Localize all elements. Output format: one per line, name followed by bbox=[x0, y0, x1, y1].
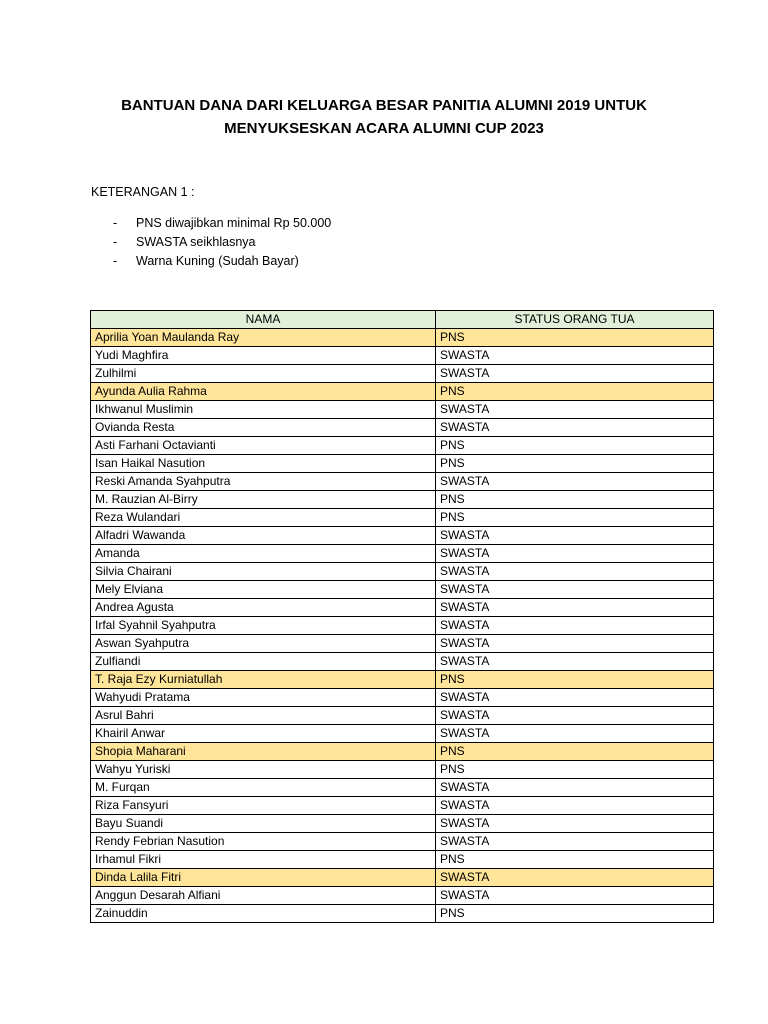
cell-name: Wahyu Yuriski bbox=[91, 761, 436, 779]
cell-status: PNS bbox=[436, 851, 714, 869]
cell-name: Ovianda Resta bbox=[91, 419, 436, 437]
table-row bbox=[91, 401, 714, 419]
cell-status: SWASTA bbox=[436, 707, 714, 725]
table-row bbox=[91, 419, 714, 437]
note-text: Warna Kuning (Sudah Bayar) bbox=[136, 254, 299, 268]
cell-status: PNS bbox=[436, 329, 714, 347]
table-row bbox=[91, 491, 714, 509]
donor-table bbox=[90, 310, 714, 923]
table-row bbox=[91, 563, 714, 581]
cell-name: Rendy Febrian Nasution bbox=[91, 833, 436, 851]
bullet-dash: - bbox=[113, 216, 118, 230]
note-text: SWASTA seikhlasnya bbox=[136, 235, 256, 249]
title-line-1: BANTUAN DANA DARI KELUARGA BESAR PANITIA ALUMNI 2019 UNTUK bbox=[121, 97, 647, 114]
cell-name: Irfal Syahnil Syahputra bbox=[91, 617, 436, 635]
cell-status: SWASTA bbox=[436, 527, 714, 545]
bullet-dash: - bbox=[113, 235, 118, 249]
table-row bbox=[91, 689, 714, 707]
cell-status: PNS bbox=[436, 743, 714, 761]
cell-status: SWASTA bbox=[436, 635, 714, 653]
cell-name: Mely Elviana bbox=[91, 581, 436, 599]
cell-name: M. Rauzian Al-Birry bbox=[91, 491, 436, 509]
cell-status: PNS bbox=[436, 491, 714, 509]
title-line-2: MENYUKSESKAN ACARA ALUMNI CUP 2023 bbox=[224, 120, 544, 137]
table-row bbox=[91, 725, 714, 743]
cell-name: Reski Amanda Syahputra bbox=[91, 473, 436, 491]
cell-name: Alfadri Wawanda bbox=[91, 527, 436, 545]
cell-status: SWASTA bbox=[436, 599, 714, 617]
cell-status: PNS bbox=[436, 905, 714, 923]
cell-name: Asti Farhani Octavianti bbox=[91, 437, 436, 455]
cell-status: SWASTA bbox=[436, 653, 714, 671]
cell-name: Silvia Chairani bbox=[91, 563, 436, 581]
table-row bbox=[91, 797, 714, 815]
cell-name: Wahyudi Pratama bbox=[91, 689, 436, 707]
cell-status: SWASTA bbox=[436, 545, 714, 563]
cell-name: Andrea Agusta bbox=[91, 599, 436, 617]
cell-status: SWASTA bbox=[436, 689, 714, 707]
cell-status: SWASTA bbox=[436, 581, 714, 599]
cell-status: PNS bbox=[436, 761, 714, 779]
cell-name: Reza Wulandari bbox=[91, 509, 436, 527]
table-body bbox=[91, 329, 714, 923]
cell-status: SWASTA bbox=[436, 563, 714, 581]
table-header-row bbox=[91, 311, 714, 329]
notes-list bbox=[91, 214, 331, 271]
header-status: STATUS ORANG TUA bbox=[436, 311, 714, 329]
cell-status: SWASTA bbox=[436, 617, 714, 635]
table-row bbox=[91, 473, 714, 491]
cell-status: SWASTA bbox=[436, 401, 714, 419]
cell-status: SWASTA bbox=[436, 887, 714, 905]
table-row bbox=[91, 905, 714, 923]
cell-name: Ayunda Aulia Rahma bbox=[91, 383, 436, 401]
table-row bbox=[91, 887, 714, 905]
cell-status: PNS bbox=[436, 455, 714, 473]
table-row bbox=[91, 455, 714, 473]
cell-status: SWASTA bbox=[436, 725, 714, 743]
cell-name: Ikhwanul Muslimin bbox=[91, 401, 436, 419]
cell-name: Aprilia Yoan Maulanda Ray bbox=[91, 329, 436, 347]
cell-name: Asrul Bahri bbox=[91, 707, 436, 725]
table-row bbox=[91, 761, 714, 779]
cell-status: SWASTA bbox=[436, 419, 714, 437]
cell-status: SWASTA bbox=[436, 833, 714, 851]
table-row bbox=[91, 581, 714, 599]
cell-name: Yudi Maghfira bbox=[91, 347, 436, 365]
note-item bbox=[91, 252, 331, 271]
bullet-dash: - bbox=[113, 254, 118, 268]
cell-status: SWASTA bbox=[436, 869, 714, 887]
cell-name: Anggun Desarah Alfiani bbox=[91, 887, 436, 905]
cell-status: PNS bbox=[436, 383, 714, 401]
cell-name: Bayu Suandi bbox=[91, 815, 436, 833]
cell-name: M. Furqan bbox=[91, 779, 436, 797]
table-row bbox=[91, 653, 714, 671]
table-row bbox=[91, 671, 714, 689]
table-row bbox=[91, 833, 714, 851]
cell-name: Shopia Maharani bbox=[91, 743, 436, 761]
cell-name: Aswan Syahputra bbox=[91, 635, 436, 653]
table-row bbox=[91, 365, 714, 383]
notes-heading: KETERANGAN 1 : bbox=[91, 185, 195, 199]
table-row bbox=[91, 815, 714, 833]
cell-name: Khairil Anwar bbox=[91, 725, 436, 743]
table-row bbox=[91, 437, 714, 455]
cell-status: SWASTA bbox=[436, 779, 714, 797]
table-row bbox=[91, 599, 714, 617]
cell-name: T. Raja Ezy Kurniatullah bbox=[91, 671, 436, 689]
cell-name: Dinda Lalila Fitri bbox=[91, 869, 436, 887]
cell-status: SWASTA bbox=[436, 347, 714, 365]
table-row bbox=[91, 545, 714, 563]
table-row bbox=[91, 383, 714, 401]
table-row bbox=[91, 617, 714, 635]
table-row bbox=[91, 779, 714, 797]
cell-name: Zainuddin bbox=[91, 905, 436, 923]
cell-status: SWASTA bbox=[436, 365, 714, 383]
cell-name: Isan Haikal Nasution bbox=[91, 455, 436, 473]
note-item bbox=[91, 233, 331, 252]
cell-status: SWASTA bbox=[436, 815, 714, 833]
cell-status: PNS bbox=[436, 437, 714, 455]
cell-name: Zulhilmi bbox=[91, 365, 436, 383]
document-title bbox=[0, 94, 768, 140]
table-row bbox=[91, 869, 714, 887]
cell-status: PNS bbox=[436, 509, 714, 527]
cell-status: PNS bbox=[436, 671, 714, 689]
table-row bbox=[91, 509, 714, 527]
table-row bbox=[91, 743, 714, 761]
table-row bbox=[91, 851, 714, 869]
table-row bbox=[91, 527, 714, 545]
table-row bbox=[91, 635, 714, 653]
cell-name: Amanda bbox=[91, 545, 436, 563]
header-nama: NAMA bbox=[91, 311, 436, 329]
cell-name: Irhamul Fikri bbox=[91, 851, 436, 869]
table-row bbox=[91, 329, 714, 347]
cell-status: SWASTA bbox=[436, 473, 714, 491]
note-item bbox=[91, 214, 331, 233]
cell-name: Zulfiandi bbox=[91, 653, 436, 671]
cell-status: SWASTA bbox=[436, 797, 714, 815]
table-row bbox=[91, 347, 714, 365]
table-row bbox=[91, 707, 714, 725]
cell-name: Riza Fansyuri bbox=[91, 797, 436, 815]
note-text: PNS diwajibkan minimal Rp 50.000 bbox=[136, 216, 332, 230]
